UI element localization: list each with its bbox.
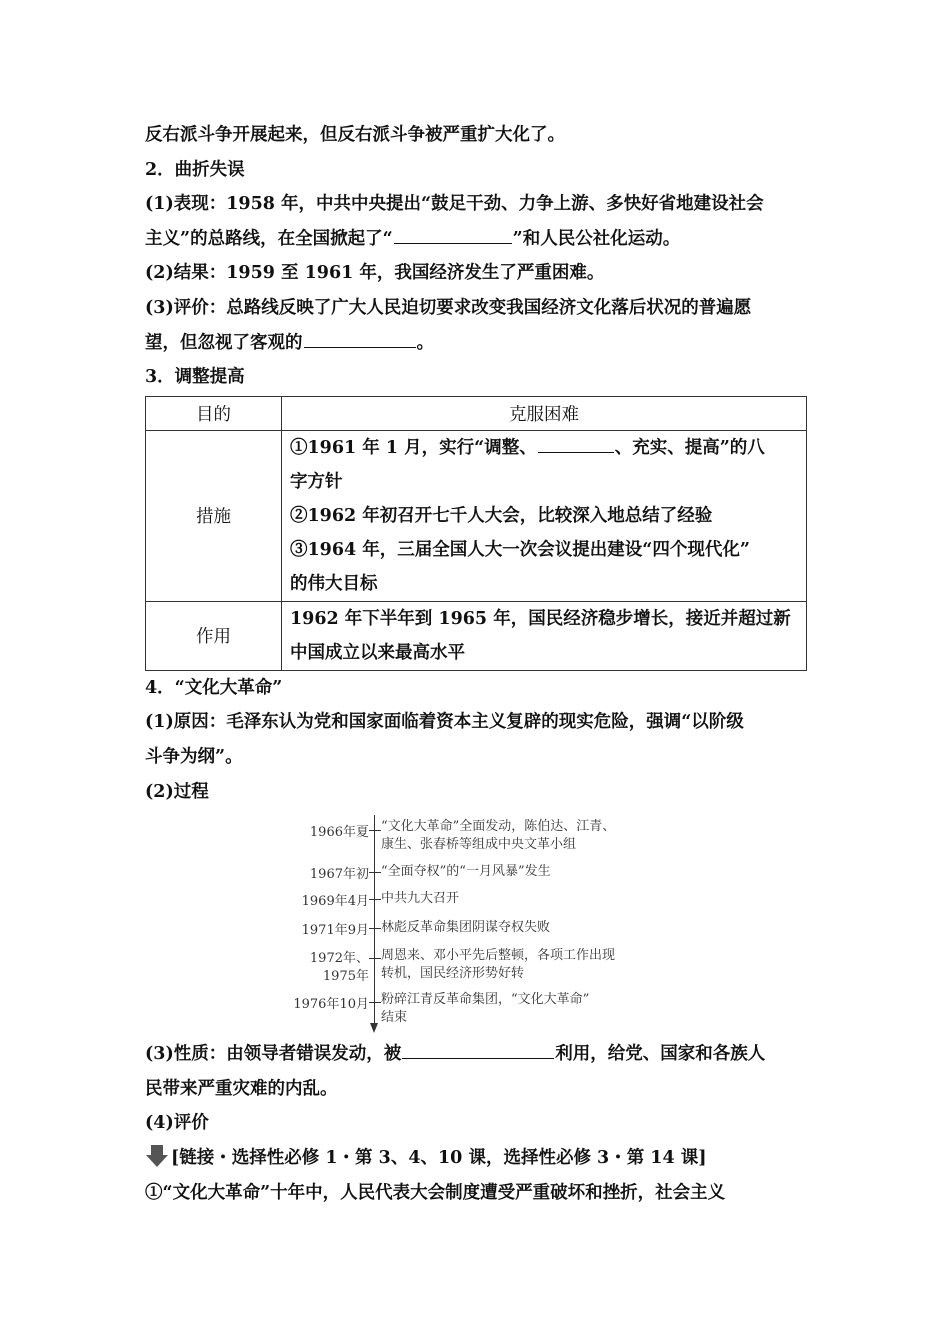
effect-line: 1962 年下半年到 1965 年，国民经济稳步增长，接近并超过新 <box>290 608 791 629</box>
timeline-date: 1967年初 <box>309 867 369 883</box>
paragraph-rightist: 反右派斗争开展起来，但反右派斗争被严重扩大化了。 <box>145 125 565 145</box>
table-cell-effect <box>282 601 807 670</box>
event-line: 林彪反革命集团阴谋夺权失败 <box>381 920 551 936</box>
timeline-event <box>381 919 550 937</box>
document-page <box>145 118 807 1210</box>
s4-evaluation-title: (4)评价 <box>145 1113 209 1134</box>
fill-blank[interactable] <box>304 327 416 348</box>
table-label-measures: 措施 <box>146 430 282 601</box>
s4-process-title: (2)过程 <box>145 781 209 802</box>
measure-line: 字方针 <box>290 471 343 492</box>
link-reference <box>145 1141 807 1176</box>
timeline-event <box>381 863 551 881</box>
s2-performance-line1: (1)表现：1958 年，中共中央提出“鼓足干劲、力争上游、多快好省地建设社会 <box>145 194 764 215</box>
section-3-title: 3．调整提高 <box>145 367 245 388</box>
timeline-arrow-icon <box>370 1023 378 1033</box>
measure-line <box>290 431 798 465</box>
fill-blank[interactable] <box>394 223 512 244</box>
timeline-date: 1975年 <box>322 969 369 985</box>
section-2-title: 2．曲折失误 <box>145 159 245 180</box>
adjustment-table <box>145 396 807 671</box>
table-header-value: 克服困难 <box>282 396 807 430</box>
timeline-tick <box>369 958 381 959</box>
s2-result: (2)结果：1959 至 1961 年，我国经济发生了严重困难。 <box>145 263 605 284</box>
table-cell-measures <box>282 430 807 601</box>
text-segment: 利用，给党、国家和各族人 <box>555 1044 766 1065</box>
text-segment: ①1961 年 1 月，实行“调整、 <box>290 437 537 458</box>
fill-blank[interactable] <box>538 432 614 453</box>
event-line: 转机，国民经济形势好转 <box>381 966 525 982</box>
timeline-event <box>381 991 589 1027</box>
text-segment: 。 <box>416 332 434 353</box>
text-segment: 主义”的总路线，在全国掀起了“ <box>145 228 393 249</box>
text-segment: (3)性质：由领导者错误发动，被 <box>145 1044 402 1065</box>
text-segment: ”和人民公社化运动。 <box>512 228 681 249</box>
timeline-tick <box>369 899 381 900</box>
s2-performance-line2 <box>145 222 807 257</box>
timeline-tick <box>369 872 381 873</box>
table-row <box>146 396 807 430</box>
down-arrow-icon <box>145 1144 169 1168</box>
timeline-event <box>381 818 615 854</box>
event-line: 康生、张春桥等组成中央文革小组 <box>381 837 577 853</box>
link-text: [链接・选择性必修 1・第 3、4、10 课，选择性必修 3・第 14 课] <box>171 1147 707 1168</box>
section-4-title: 4．“文化大革命” <box>145 677 283 698</box>
s4-cause-line2: 斗争为纲”。 <box>145 746 243 767</box>
measure-line: ③1964 年，三届全国人大一次会议提出建设“四个现代化” <box>290 539 750 560</box>
s4-nature-line1 <box>145 1037 807 1072</box>
event-line: 周恩来、邓小平先后整顿，各项工作出现 <box>381 948 616 964</box>
event-line: 粉碎江青反革命集团，“文化大革命” <box>381 992 590 1008</box>
s2-evaluation-line2 <box>145 326 807 361</box>
event-line: “文化大革命”全面发动，陈伯达、江青、 <box>381 819 616 835</box>
timeline-event <box>381 890 459 908</box>
table-row <box>146 430 807 601</box>
event-line: “全面夺权”的“一月风暴”发生 <box>381 864 551 880</box>
s2-evaluation-line1: (3)评价：总路线反映了广大人民迫切要求改变我国经济文化落后状况的普遍愿 <box>145 297 752 318</box>
timeline-axis <box>374 815 375 1027</box>
timeline-tick <box>369 928 381 929</box>
timeline-event <box>381 947 615 983</box>
text-segment: 望，但忽视了客观的 <box>145 332 303 353</box>
timeline-figure <box>145 815 807 1037</box>
s4-nature-line2: 民带来严重灾难的内乱。 <box>145 1078 338 1099</box>
fill-blank[interactable] <box>402 1038 554 1059</box>
timeline-date: 1976年10月 <box>293 997 369 1013</box>
evaluation-item-1: ①“文化大革命”十年中，人民代表大会制度遭受严重破坏和挫折，社会主义 <box>145 1182 726 1203</box>
timeline-date: 1972年、 <box>309 951 369 967</box>
timeline-date: 1966年夏 <box>309 825 369 841</box>
event-line: 结束 <box>381 1010 408 1026</box>
measure-line: ②1962 年初召开七千人大会，比较深入地总结了经验 <box>290 505 713 526</box>
timeline-date: 1971年9月 <box>301 923 369 939</box>
event-line: 中共九大召开 <box>381 891 460 907</box>
table-row <box>146 601 807 670</box>
timeline-tick <box>369 1002 381 1003</box>
effect-line: 中国成立以来最高水平 <box>290 642 465 663</box>
table-header-purpose: 目的 <box>146 396 282 430</box>
text-segment: 、充实、提高”的八 <box>614 437 765 458</box>
timeline-date: 1969年4月 <box>301 894 369 910</box>
s4-cause-line1: (1)原因：毛泽东认为党和国家面临着资本主义复辟的现实危险，强调“以阶级 <box>145 712 744 733</box>
table-label-effect: 作用 <box>146 601 282 670</box>
timeline-tick <box>369 830 381 831</box>
measure-line: 的伟大目标 <box>290 573 378 594</box>
